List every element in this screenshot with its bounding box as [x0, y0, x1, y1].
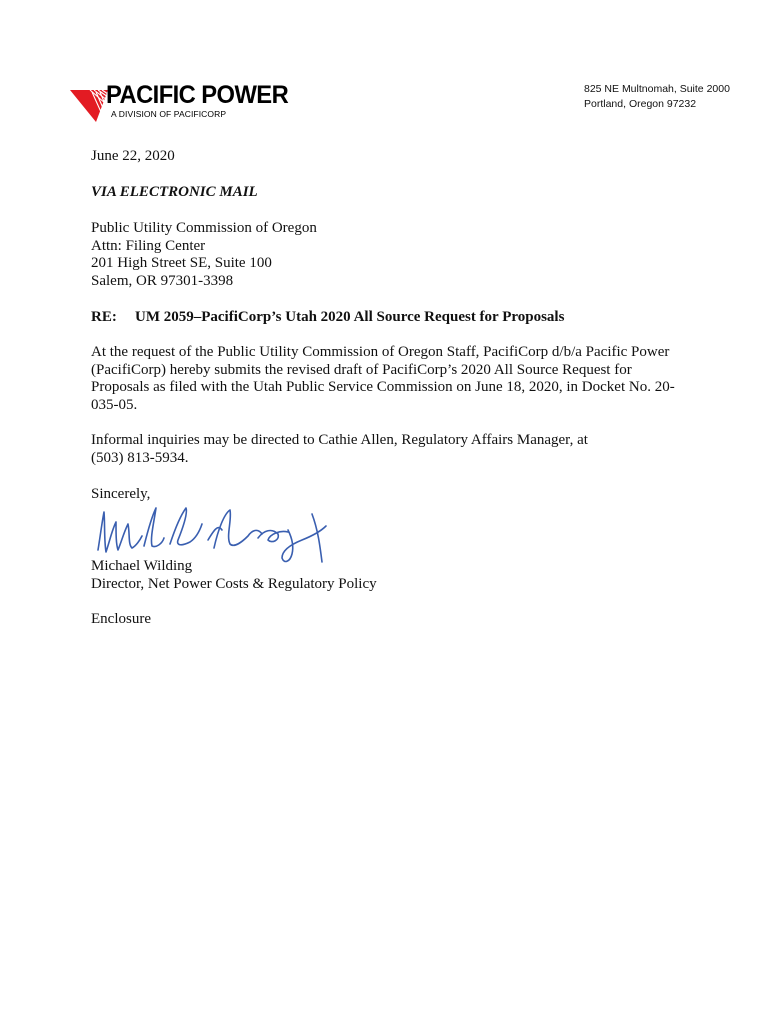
signer-name: Michael Wilding — [91, 558, 193, 574]
recipient-line: Attn: Filing Center — [91, 237, 206, 254]
letter-date: June 22, 2020 — [91, 148, 175, 164]
subject-label: RE: — [91, 309, 117, 325]
company-logo — [70, 82, 330, 122]
recipient-block — [91, 220, 317, 290]
paragraph-line: (503) 813-5934. — [91, 449, 189, 466]
recipient-line: Public Utility Commission of Oregon — [91, 220, 317, 236]
paragraph-line: 035-05. — [91, 396, 138, 413]
paragraph-line: At the request of the Public Utility Commission of Oregon Staff, PacifiCorp d/b/a Pacific Power — [91, 344, 670, 360]
address-line-1: 825 NE Multnomah, Suite 2000 — [584, 83, 730, 95]
delivery-method: VIA ELECTRONIC MAIL — [91, 184, 258, 200]
paragraph-line: Informal inquiries may be directed to Cathie Allen, Regulatory Affairs Manager, at — [91, 432, 588, 448]
closing: Sincerely, — [91, 486, 151, 502]
company-name: PACIFIC POWER — [106, 81, 289, 109]
paragraph-line: (PacifiCorp) hereby submits the revised draft of PacifiCorp’s 2020 All Source Request for — [91, 361, 632, 378]
enclosure-note: Enclosure — [91, 611, 151, 627]
recipient-line: Salem, OR 97301-3398 — [91, 272, 234, 289]
body-paragraph-2 — [91, 432, 588, 467]
subject-text: UM 2059–PacifiCorp’s Utah 2020 All Source Request for Proposals — [135, 309, 565, 325]
company-division: A DIVISION OF PACIFICORP — [111, 109, 227, 119]
body-paragraph-1 — [91, 344, 675, 414]
paragraph-line: Proposals as filed with the Utah Public Service Commission on June 18, 2020, in Docket No. 20- — [91, 379, 675, 395]
recipient-line: 201 High Street SE, Suite 100 — [91, 255, 272, 271]
letterhead-address — [584, 82, 730, 112]
signer-title: Director, Net Power Costs & Regulatory Policy — [91, 576, 377, 592]
subject-line — [91, 309, 564, 327]
address-line-2: Portland, Oregon 97232 — [584, 98, 697, 110]
